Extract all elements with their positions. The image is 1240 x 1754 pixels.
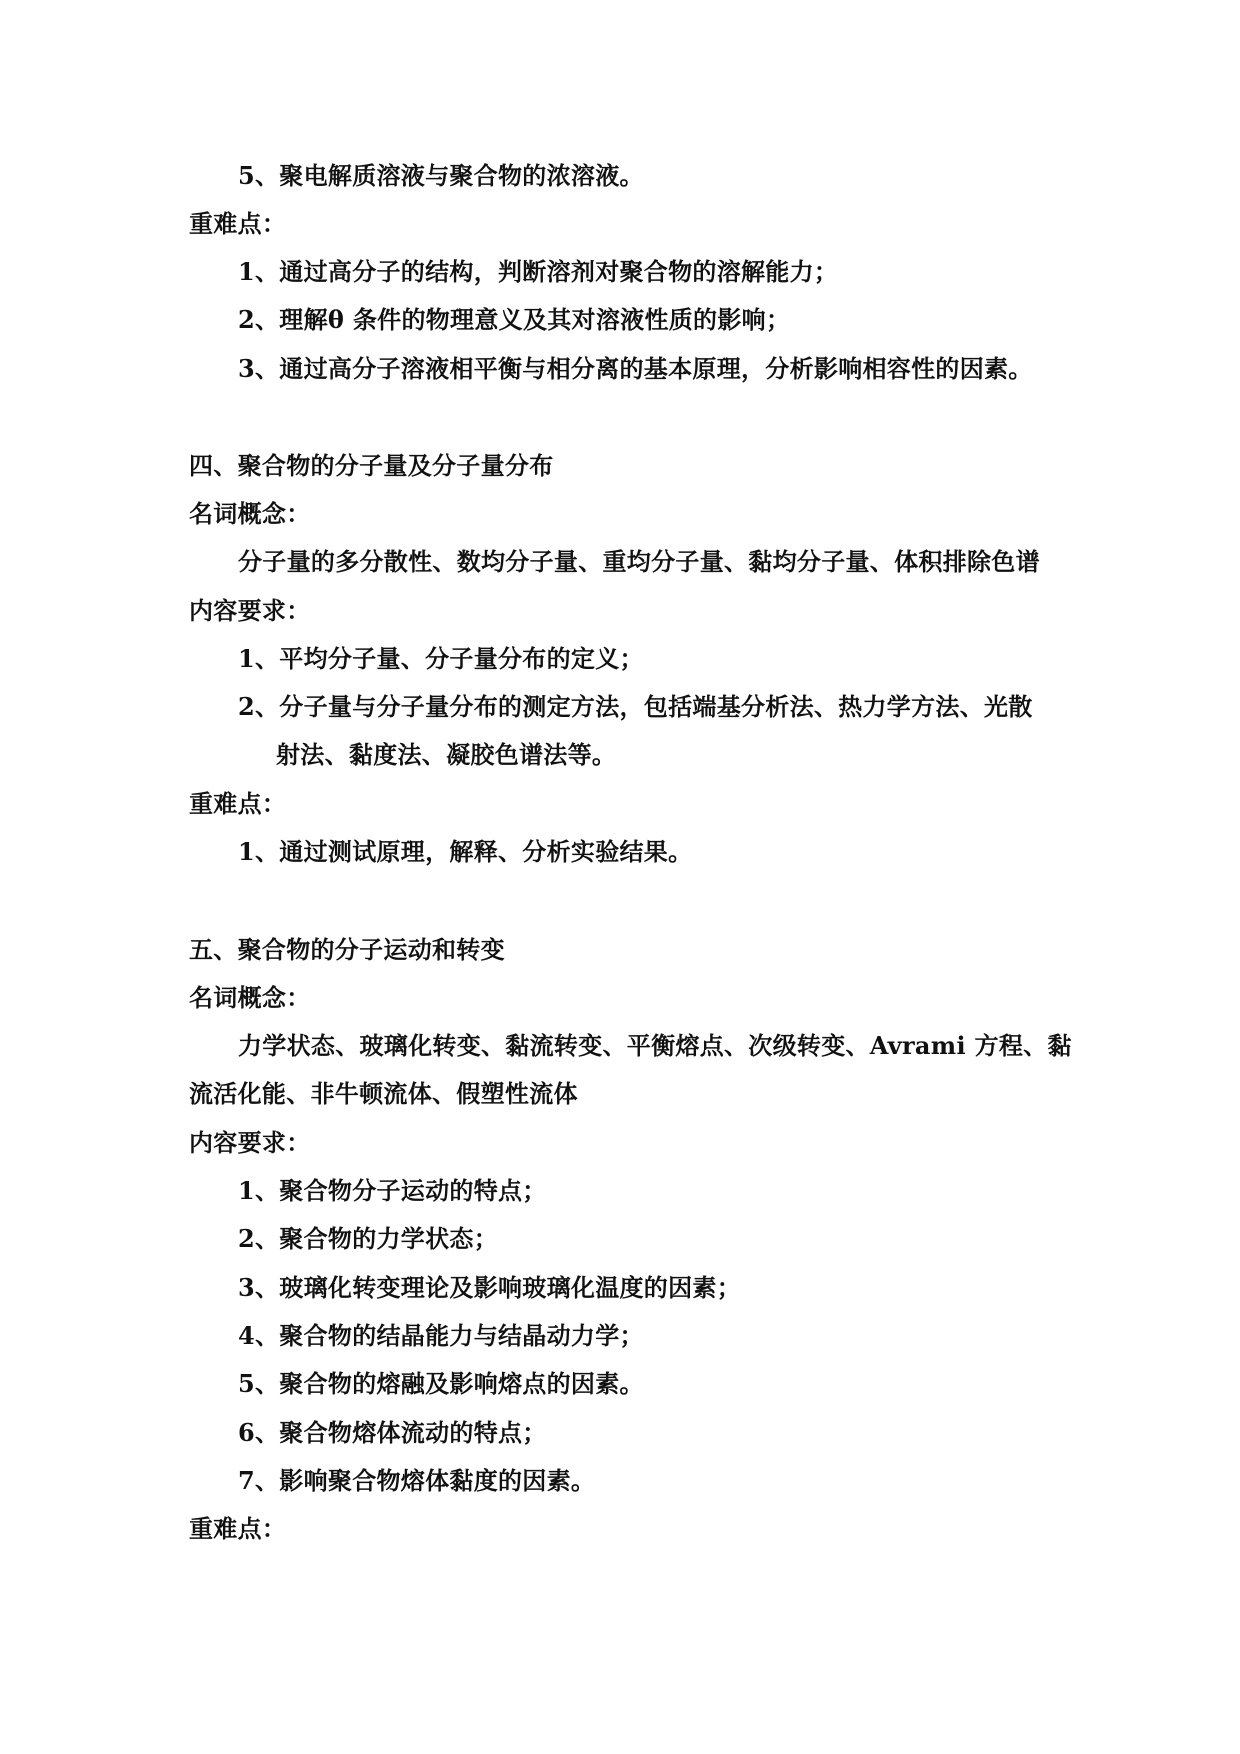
- s4-content-1: 1、平均分子量、分子量分布的定义；: [238, 644, 644, 673]
- s4-title: 四、聚合物的分子量及分子量分布: [189, 451, 554, 480]
- s5-content-label: 内容要求：: [189, 1128, 311, 1157]
- s5-terms-line-2: 流活化能、非牛顿流体、假塑性流体: [189, 1079, 578, 1108]
- s5-title: 五、聚合物的分子运动和转变: [189, 935, 505, 964]
- s5-difficulties-label: 重难点：: [189, 1514, 287, 1543]
- s5-content-1: 1、聚合物分子运动的特点；: [238, 1176, 547, 1205]
- s5-content-2: 2、聚合物的力学状态；: [238, 1224, 498, 1253]
- s3-difficulty-2: 2、理解θ 条件的物理意义及其对溶液性质的影响；: [238, 305, 791, 334]
- s4-terms-label: 名词概念：: [189, 499, 311, 528]
- s5-content-5: 5、聚合物的熔融及影响熔点的因素。: [238, 1369, 644, 1398]
- s4-difficulties-label: 重难点：: [189, 789, 287, 818]
- s5-content-6: 6、聚合物熔体流动的特点；: [238, 1418, 547, 1447]
- s4-content-2: 2、分子量与分子量分布的测定方法，包括端基分析法、热力学方法、光散: [238, 692, 1033, 721]
- s5-content-4: 4、聚合物的结晶能力与结晶动力学；: [238, 1321, 644, 1350]
- s4-difficulty-1: 1、通过测试原理，解释、分析实验结果。: [238, 837, 693, 866]
- s3-difficulties-label: 重难点：: [189, 209, 287, 238]
- s5-terms-label: 名词概念：: [189, 983, 311, 1012]
- s3-difficulty-1: 1、通过高分子的结构，判断溶剂对聚合物的溶解能力；: [238, 257, 839, 286]
- s5-content-7: 7、影响聚合物熔体黏度的因素。: [238, 1466, 596, 1495]
- s3-difficulty-3: 3、通过高分子溶液相平衡与相分离的基本原理，分析影响相容性的因素。: [238, 354, 1033, 383]
- s4-content-2-cont: 射法、黏度法、凝胶色谱法等。: [276, 740, 617, 769]
- s5-content-3: 3、玻璃化转变理论及影响玻璃化温度的因素；: [238, 1273, 741, 1302]
- s4-terms: 分子量的多分散性、数均分子量、重均分子量、黏均分子量、体积排除色谱: [238, 547, 1040, 576]
- s4-content-label: 内容要求：: [189, 596, 311, 625]
- s5-terms-line-1: 力学状态、玻璃化转变、黏流转变、平衡熔点、次级转变、Avrami 方程、黏: [238, 1031, 1072, 1060]
- s3-item-5: 5、聚电解质溶液与聚合物的浓溶液。: [238, 161, 644, 190]
